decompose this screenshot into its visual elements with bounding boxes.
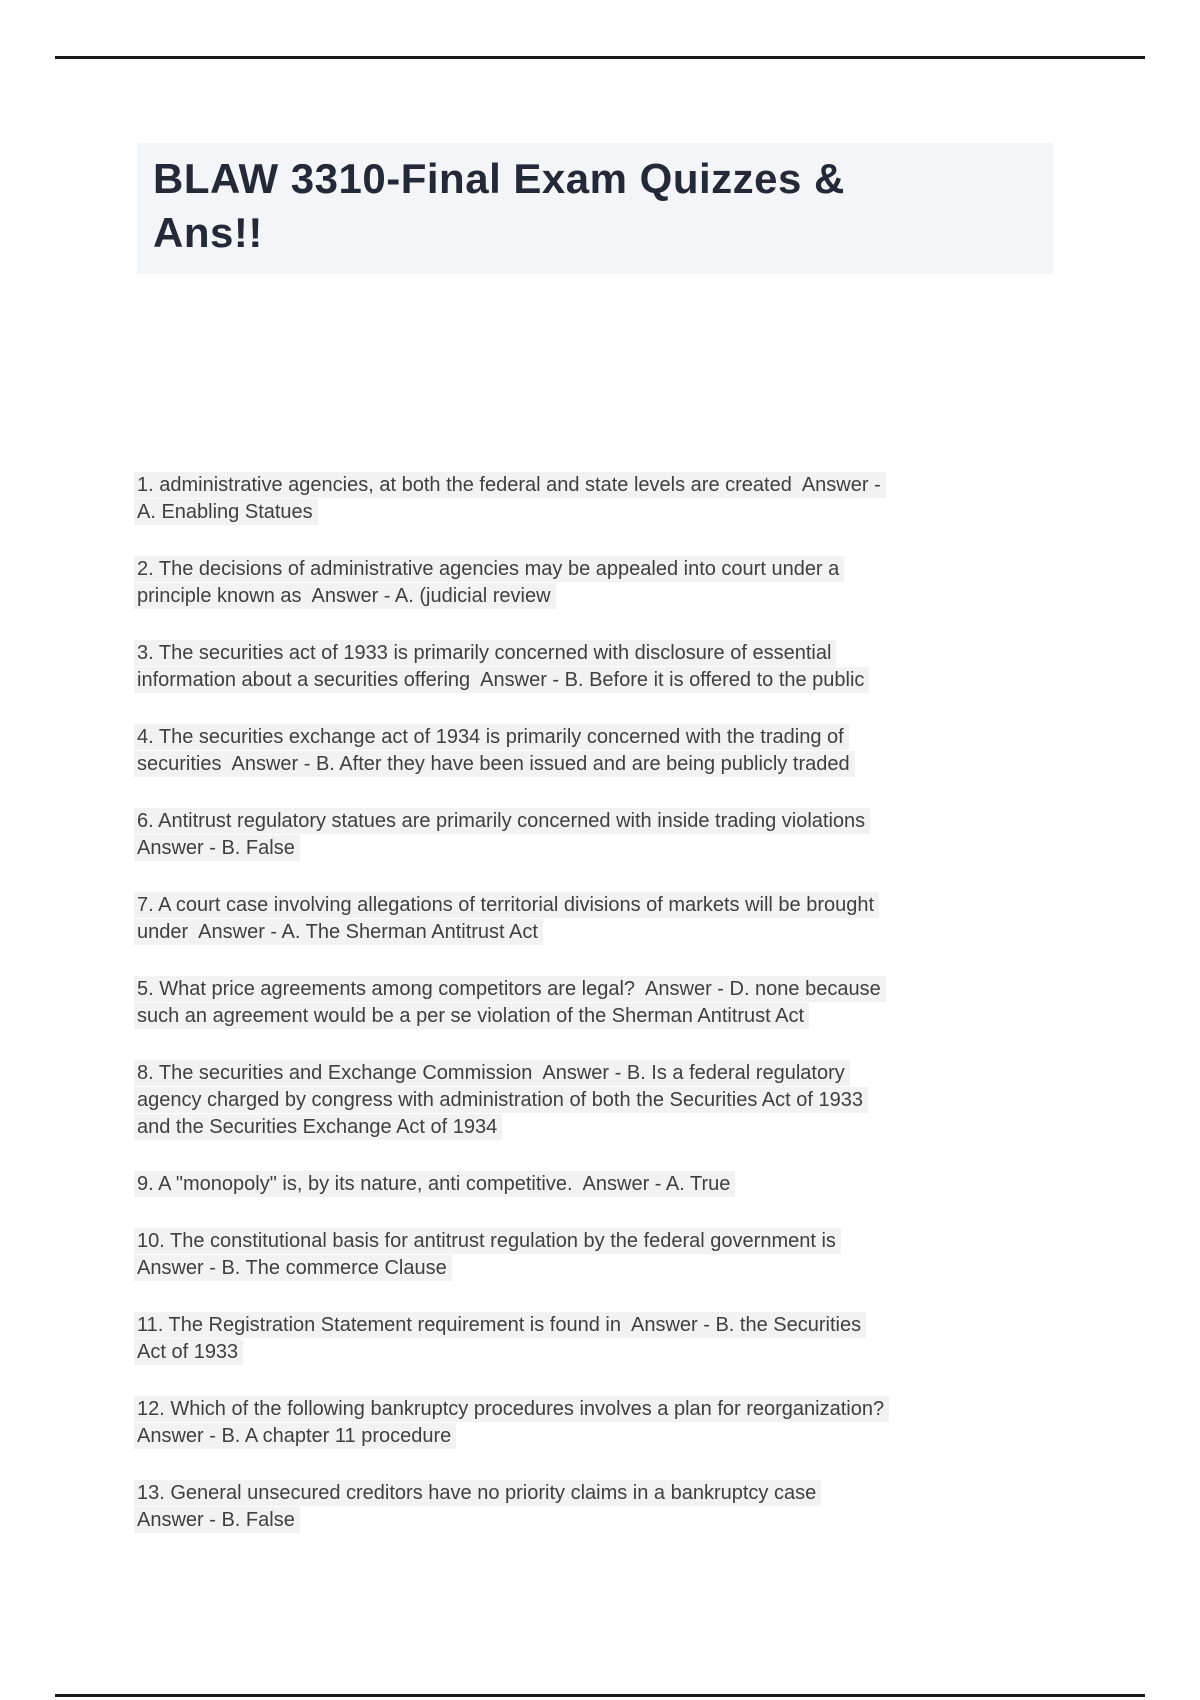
qa-line — [137, 919, 1053, 946]
qa-line — [137, 1060, 1053, 1087]
highlighted-text: under Answer - A. The Sherman Antitrust Act — [134, 919, 543, 945]
highlighted-text: 3. The securities act of 1933 is primarily concerned with disclosure of essential — [134, 640, 836, 666]
highlighted-text: 5. What price agreements among competitors are legal? Answer - D. none because — [134, 976, 886, 1002]
highlighted-text: Answer - B. False — [134, 835, 300, 861]
highlighted-text: 11. The Registration Statement requirement is found in Answer - B. the Securities — [134, 1312, 866, 1338]
highlighted-text: and the Securities Exchange Act of 1934 — [134, 1114, 502, 1140]
qa-line — [137, 835, 1053, 862]
qa-line — [137, 1480, 1053, 1507]
qa-paragraph — [137, 472, 1053, 526]
qa-line — [137, 1312, 1053, 1339]
highlighted-text: 6. Antitrust regulatory statues are primarily concerned with inside trading violations — [134, 808, 870, 834]
qa-line — [137, 1228, 1053, 1255]
highlighted-text: principle known as Answer - A. (judicial review — [134, 583, 556, 609]
highlighted-text: A. Enabling Statues — [134, 499, 318, 525]
qa-line — [137, 556, 1053, 583]
question-answer-list — [137, 472, 1053, 1534]
qa-paragraph — [137, 556, 1053, 610]
highlighted-text: 13. General unsecured creditors have no priority claims in a bankruptcy case — [134, 1480, 821, 1506]
qa-line — [137, 667, 1053, 694]
qa-paragraph — [137, 1060, 1053, 1141]
qa-paragraph — [137, 1396, 1053, 1450]
qa-paragraph — [137, 808, 1053, 862]
qa-line — [137, 724, 1053, 751]
qa-paragraph — [137, 640, 1053, 694]
qa-line — [137, 499, 1053, 526]
qa-line — [137, 1255, 1053, 1282]
qa-line — [137, 1423, 1053, 1450]
highlighted-text: securities Answer - B. After they have been issued and are being publicly traded — [134, 751, 855, 777]
qa-line — [137, 976, 1053, 1003]
qa-line — [137, 1171, 1053, 1198]
qa-line — [137, 472, 1053, 499]
highlighted-text: 4. The securities exchange act of 1934 is primarily concerned with the trading of — [134, 724, 849, 750]
top-horizontal-rule — [55, 56, 1145, 59]
bottom-horizontal-rule — [55, 1694, 1145, 1697]
highlighted-text: agency charged by congress with administration of both the Securities Act of 1933 — [134, 1087, 868, 1113]
highlighted-text: Answer - B. A chapter 11 procedure — [134, 1423, 456, 1449]
highlighted-text: 12. Which of the following bankruptcy procedures involves a plan for reorganization? — [134, 1396, 889, 1422]
qa-paragraph — [137, 892, 1053, 946]
qa-line — [137, 808, 1053, 835]
qa-paragraph — [137, 1171, 1053, 1198]
qa-line — [137, 583, 1053, 610]
qa-paragraph — [137, 976, 1053, 1030]
highlighted-text: 8. The securities and Exchange Commission Answer - B. Is a federal regulatory — [134, 1060, 850, 1086]
highlighted-text: Answer - B. The commerce Clause — [134, 1255, 452, 1281]
qa-line — [137, 1003, 1053, 1030]
page-content — [137, 143, 1053, 1564]
qa-line — [137, 1114, 1053, 1141]
qa-line — [137, 640, 1053, 667]
highlighted-text: such an agreement would be a per se violation of the Sherman Antitrust Act — [134, 1003, 809, 1029]
highlighted-text: 10. The constitutional basis for antitrust regulation by the federal government is — [134, 1228, 841, 1254]
highlighted-text: information about a securities offering Answer - B. Before it is offered to the public — [134, 667, 869, 693]
highlighted-text: 1. administrative agencies, at both the federal and state levels are created Answer - — [134, 472, 886, 498]
qa-paragraph — [137, 724, 1053, 778]
qa-line — [137, 892, 1053, 919]
qa-line — [137, 1396, 1053, 1423]
page-title — [137, 143, 1053, 274]
qa-line — [137, 1339, 1053, 1366]
title-line: BLAW 3310-Final Exam Quizzes & — [153, 155, 845, 202]
highlighted-text: Act of 1933 — [134, 1339, 243, 1365]
qa-line — [137, 1087, 1053, 1114]
qa-paragraph — [137, 1228, 1053, 1282]
qa-line — [137, 751, 1053, 778]
title-line: Ans!! — [153, 209, 263, 256]
qa-line — [137, 1507, 1053, 1534]
highlighted-text: 7. A court case involving allegations of territorial divisions of markets will be brought — [134, 892, 879, 918]
qa-paragraph — [137, 1312, 1053, 1366]
qa-paragraph — [137, 1480, 1053, 1534]
highlighted-text: 2. The decisions of administrative agencies may be appealed into court under a — [134, 556, 844, 582]
highlighted-text: 9. A "monopoly" is, by its nature, anti competitive. Answer - A. True — [134, 1171, 735, 1197]
highlighted-text: Answer - B. False — [134, 1507, 300, 1533]
